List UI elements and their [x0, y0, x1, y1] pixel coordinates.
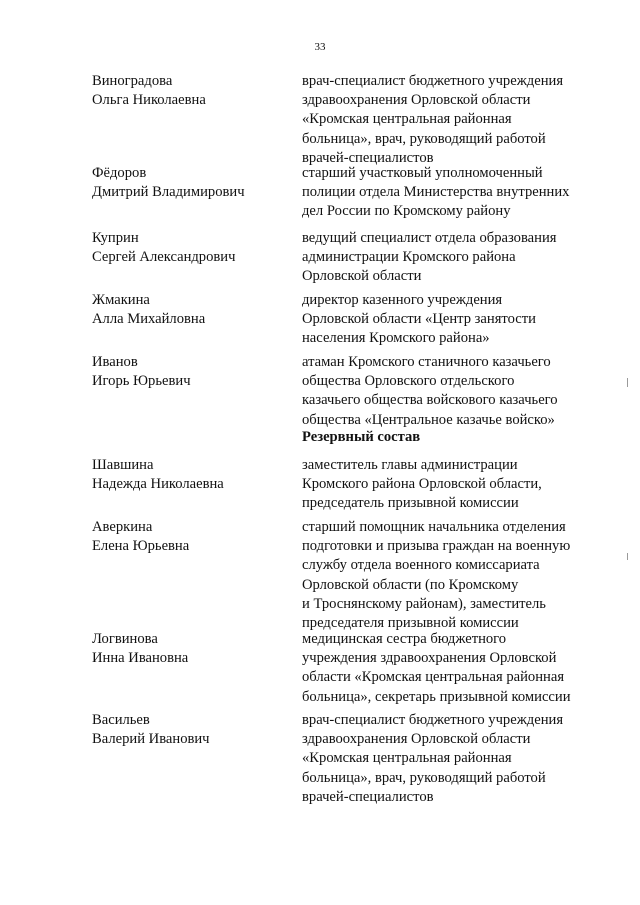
role-line: больница», врач, руководящий работой	[302, 130, 546, 147]
role-line: врачей-специалистов	[302, 788, 434, 805]
member-name	[92, 518, 292, 556]
role-line: врач-специалист бюджетного учреждения	[302, 712, 564, 728]
role-line: учреждения здравоохранения Орловской	[302, 650, 557, 667]
role-line: дел России по Кромскому району	[302, 203, 511, 220]
role-line: старший участковый уполномоченный	[302, 165, 543, 181]
member-name	[92, 456, 292, 494]
member-role	[302, 353, 592, 430]
scan-speck	[627, 378, 628, 387]
member-name	[92, 291, 292, 329]
role-line: администрации Кромского района	[302, 249, 516, 266]
member-surname: Куприн	[92, 230, 139, 246]
member-given-name: Алла Михайловна	[92, 311, 206, 328]
role-line: больница», секретарь призывной комиссии	[302, 688, 571, 705]
role-line: заместитель главы администрации	[302, 457, 518, 473]
role-line: здравоохранения Орловской области	[302, 92, 531, 109]
member-given-name: Валерий Иванович	[92, 731, 210, 748]
role-line: общества Орловского отдельского	[302, 373, 515, 390]
member-surname: Иванов	[92, 354, 138, 370]
role-line: врач-специалист бюджетного учреждения	[302, 73, 564, 89]
role-line: полиции отдела Министерства внутренних	[302, 184, 570, 201]
role-line: председатель призывной комиссии	[302, 495, 519, 512]
role-line: области «Кромская центральная районная	[302, 669, 565, 686]
role-line: и Троснянскому районам), заместитель	[302, 595, 546, 612]
member-role	[302, 456, 592, 514]
role-line: старший помощник начальника отделения	[302, 519, 566, 535]
member-name	[92, 353, 292, 391]
member-given-name: Ольга Николаевна	[92, 92, 206, 109]
member-name	[92, 164, 292, 202]
role-line: председателя призывной комиссии	[302, 615, 519, 632]
role-line: службу отдела военного комиссариата	[302, 557, 540, 574]
member-role	[302, 72, 592, 168]
role-line: медицинская сестра бюджетного	[302, 631, 507, 647]
member-role	[302, 164, 592, 222]
member-role	[302, 229, 592, 287]
role-line: населения Кромского района»	[302, 330, 490, 347]
role-line: Орловской области	[302, 268, 422, 285]
role-line: директор казенного учреждения	[302, 292, 503, 308]
role-line: больница», врач, руководящий работой	[302, 769, 546, 786]
member-name	[92, 229, 292, 267]
member-surname: Жмакина	[92, 292, 150, 308]
member-name	[92, 711, 292, 749]
member-given-name: Сергей Александрович	[92, 249, 236, 266]
member-surname: Логвинова	[92, 631, 158, 647]
role-line: подготовки и призыва граждан на военную	[302, 538, 571, 555]
member-surname: Аверкина	[92, 519, 153, 535]
member-surname: Виноградова	[92, 73, 173, 89]
member-surname: Васильев	[92, 712, 150, 728]
member-given-name: Надежда Николаевна	[92, 476, 224, 493]
scan-speck	[627, 553, 628, 560]
role-line: казачьего общества войскового казачьего	[302, 392, 558, 409]
member-given-name: Елена Юрьевна	[92, 538, 190, 555]
member-role	[302, 630, 592, 707]
role-line: «Кромская центральная районная	[302, 750, 512, 767]
member-surname: Шавшина	[92, 457, 154, 473]
role-line: Кромского района Орловской области,	[302, 476, 542, 493]
page-number: 33	[314, 41, 326, 53]
member-role	[302, 518, 592, 633]
member-role	[302, 291, 592, 349]
role-line: Орловской области (по Кромскому	[302, 576, 519, 593]
member-given-name: Дмитрий Владимирович	[92, 184, 245, 201]
role-line: атаман Кромского станичного казачьего	[302, 354, 551, 370]
reserve-section-heading: Резервный состав	[302, 429, 421, 445]
role-line: ведущий специалист отдела образования	[302, 230, 557, 246]
member-name	[92, 630, 292, 668]
member-surname: Фёдоров	[92, 165, 147, 181]
member-name	[92, 72, 292, 110]
role-line: «Кромская центральная районная	[302, 111, 512, 128]
member-given-name: Игорь Юрьевич	[92, 373, 191, 390]
role-line: врачей-специалистов	[302, 149, 434, 166]
role-line: общества «Центральное казачье войско»	[302, 411, 555, 428]
role-line: Орловской области «Центр занятости	[302, 311, 536, 328]
member-given-name: Инна Ивановна	[92, 650, 189, 667]
role-line: здравоохранения Орловской области	[302, 731, 531, 748]
member-role	[302, 711, 592, 807]
